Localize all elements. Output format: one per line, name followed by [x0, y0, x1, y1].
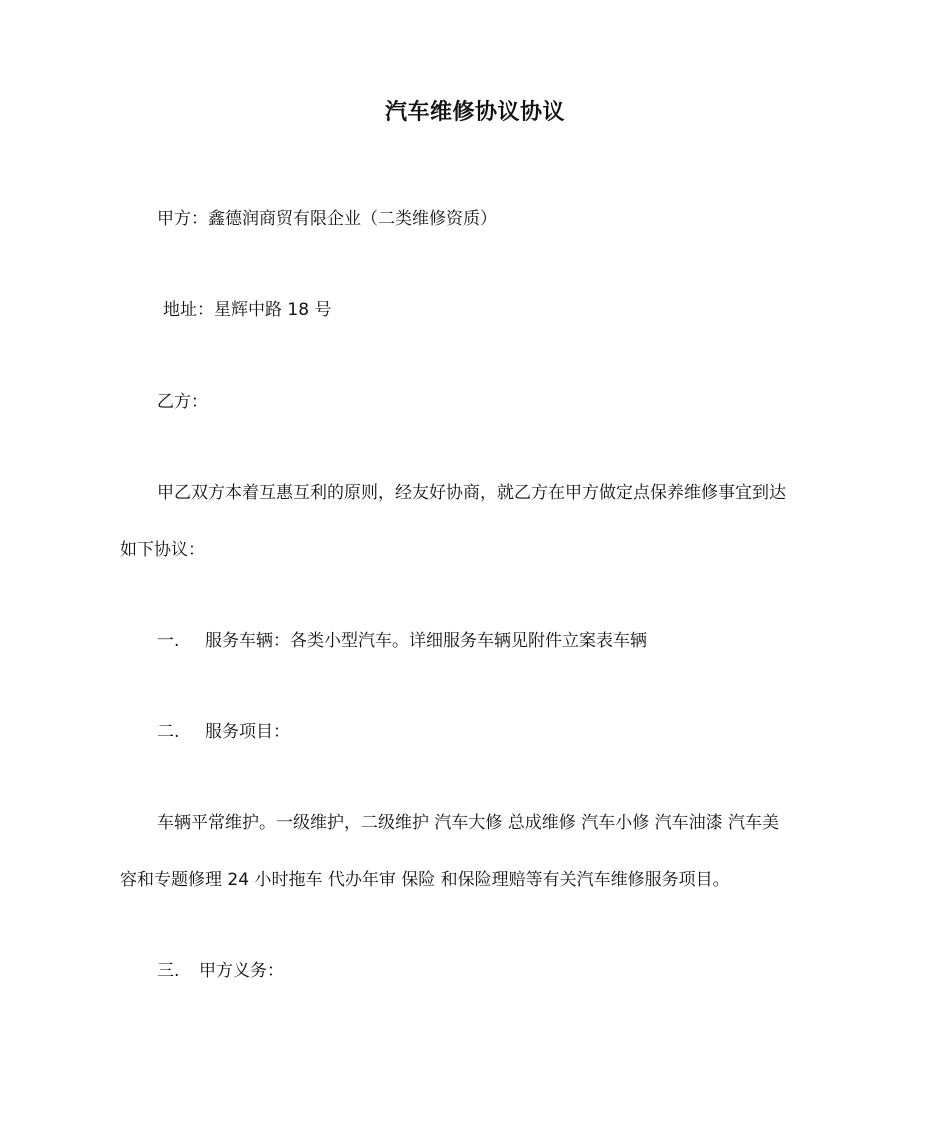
section-1-line [157, 628, 647, 654]
party-b-line: 乙方： [157, 392, 208, 412]
intro-paragraph-line-1: 甲乙双方本着互惠互利的原则，经友好协商，就乙方在甲方做定点保养维修事宜到达 [157, 483, 786, 503]
section-3-line [157, 958, 284, 984]
section-1-number: 一. [157, 631, 180, 651]
section-2-number: 二. [157, 722, 180, 742]
party-a-line: 甲方：鑫德润商贸有限企业（二类维修资质） [157, 209, 497, 229]
address-line: 地址：星辉中路 18 号 [163, 300, 332, 320]
services-paragraph-line-1: 车辆平常维护。一级维护，二级维护 汽车大修 总成维修 汽车小修 汽车油漆 汽车美 [157, 813, 780, 833]
section-2-text: 服务项目： [205, 722, 290, 742]
services-paragraph-line-2: 容和专题修理 24 小时拖车 代办年审 保险 和保险理赔等有关汽车维修服务项目。 [120, 870, 730, 890]
section-2-line [157, 719, 290, 745]
section-1-text: 服务车辆：各类小型汽车。详细服务车辆见附件立案表车辆 [205, 631, 647, 651]
intro-paragraph-line-2: 如下协议： [120, 540, 205, 560]
section-3-number: 三. [157, 961, 180, 981]
document-title: 汽车维修协议协议 [384, 100, 565, 125]
section-3-text: 甲方义务： [199, 961, 284, 981]
